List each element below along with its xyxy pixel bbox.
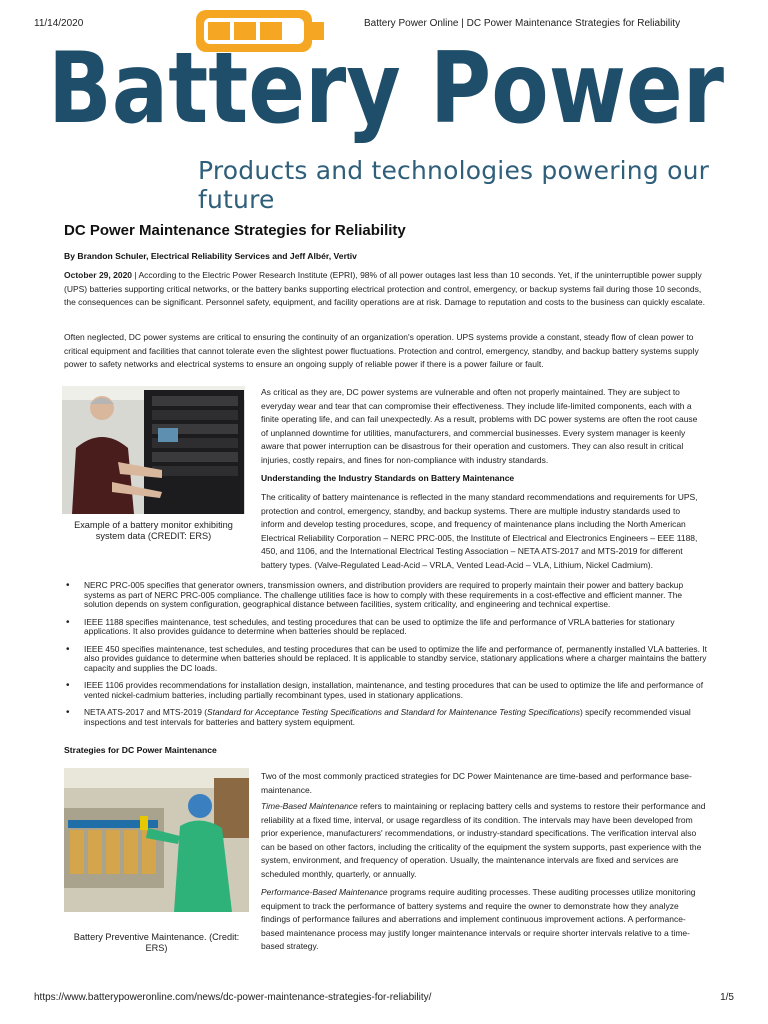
performance-based-text: programs require auditing processes. These auditing processes utilize monitoring equipment to track the performance of battery systems and require the owner to demonstrate how they analyze findings of performance failures and aberrations and implement continuous improvement actions. A performance-based maintenance process may justify longer maintenance intervals or require shorter intervals relative to a time-based strategy. [261,887,696,951]
list-item: • NERC PRC-005 specifies that generator owners, transmission owners, and distribution providers are required to properly maintain their power and battery backup systems as part of NERC PRC-005 compliance. The challenge utilities face is how to comply with these requirements in a cost-effective and efficient manner. The solution depends on system configuration, geographical distance between facilities, system criticality, and engineering and technical expertise. [64,581,709,610]
time-based-term: Time-Based Maintenance [261,801,358,811]
strategies-intro: Two of the most commonly practiced strategies for DC Power Maintenance are time-based and performance base-maintenance. [261,771,692,795]
preventive-maintenance-photo [64,768,249,912]
print-page-title: Battery Power Online | DC Power Maintenance Strategies for Reliability [364,18,681,29]
list-item: • IEEE 1106 provides recommendations for installation design, installation, maintenance, and testing procedures that can be used to optimize the life and performance of vented nickel-cadmium batteries, including partially recombinant types, used in stationary applications. [64,681,709,700]
neta-post: ) specify recommended visual inspections and test intervals for batteries and battery system equipment. [84,707,691,727]
photo-caption-monitor: Example of a battery monitor exhibiting system data (CREDIT: ERS) [74,520,233,541]
time-based-paragraph [261,800,706,881]
standards-heading: Understanding the Industry Standards on Battery Maintenance [261,473,515,483]
article-byline: By Brandon Schuler, Electrical Reliability Services and Jeff Albér, Vertiv [64,251,357,261]
intro-text: | According to the Electric Power Research Institute (EPRI), 98% of all power outages last less than 10 seconds. Yet, if the uninterruptible power supply (UPS) batteries supporting critical networks, or the battery banks supporting electrical protection and control, emergency, or backup systems fail during those 10 seconds, the consequences can be significant. Personnel safety, equipment, and facility operations are at risk. Damage to reputation and costs to the business can quickly escalate. [64,270,706,307]
list-item [64,708,709,727]
logo-tagline: Products and technologies powering our future [198,156,710,214]
standards-paragraph: The criticality of battery maintenance is reflected in the many standard recommendations and requirements for UPS, protection and control, emergency, standby, and backup systems. There are multiple industry standards used to inform and develop testing procedures, scope, and frequency of maintenance plans including the North American Electrical Reliability Corporation – NERC PRC-005, the Institute of Electrical and Electronics Engineers – EEE 1188, 450, and 1106, and the International Electrical Testing Association – NETA ATS-2017 and MTS-2019 for different battery types. (Valve-Regulated Lead-Acid – VRLA, Vented Lead-Acid – VLA, Lithium, Nickel Cadmium). [261,492,698,570]
article-title: DC Power Maintenance Strategies for Reliability [64,222,406,239]
page-url-link[interactable]: https://www.batterypoweronline.com/news/dc-power-maintenance-strategies-for-reliability/ [34,992,432,1003]
photo-caption-maintenance: Battery Preventive Maintenance. (Credit: ERS) [73,932,240,953]
performance-based-paragraph [261,886,706,954]
second-paragraph: Often neglected, DC power systems are critical to ensuring the continuity of an organization's operation. UPS systems provide a constant, steady flow of clean power to critical equipment and facilities that cannot tolerate even the slightest power fluctuations. Protection and control, emergency, standby, and backup battery systems supply power to safety networks and electrical systems to ensure an ongoing supply of reliable power if there is a power failure or fault. [64,332,699,369]
neta-pre: NETA ATS-2017 and MTS-2019 ( [84,707,208,717]
neta-standard-titles: Standard for Acceptance Testing Specifications and Standard for Maintenance Testing Specifications [207,707,580,717]
intro-paragraph [64,269,706,310]
print-date: 11/14/2020 [34,18,84,29]
page-number: 1/5 [720,992,734,1003]
time-based-text: refers to maintaining or replacing battery cells and systems to restore their performance and reliability at a fixed time, interval, or usage regardless of its condition. The intervals may have been developed from prior experience, manufacturers' recommendations, or industry-standard specifications. The verification interval also can be based on other factors, including the criticality of the equipment the system supports, past experience with the system, environment, and frequency of operation. Usually, the maintenance intervals are fixed and services are scheduled monthly, quarterly, or annually. [261,801,706,879]
strategies-heading: Strategies for DC Power Maintenance [64,745,217,755]
standards-list [64,581,709,735]
list-item: • IEEE 1188 specifies maintenance, test schedules, and testing procedures that can be used to optimize the life and performance of VRLA batteries for stationary applications. It also provides guidance to determine when batteries should be replaced. [64,618,709,637]
logo-wordmark: Battery Power [48,32,725,146]
list-item: • IEEE 450 specifies maintenance, test schedules, and testing procedures that can be used to optimize the life and performance of, permanently installed VLA batteries. It also provides guidance to determine when batteries should be replaced. It is applicable to standby service, stationary applications where a charger maintains the battery capacity and supplies the DC loads. [64,645,709,674]
article-date: October 29, 2020 [64,270,133,280]
battery-monitor-photo [62,386,245,514]
performance-based-term: Performance-Based Maintenance [261,887,388,897]
vulnerability-paragraph: As critical as they are, DC power systems are vulnerable and often not properly maintained. They are subject to everyday wear and tear that can compromise their effectiveness. They include life-limited components, each with a finite operating life, and can fail unexpectedly. As a result, problems with DC power systems are often the root cause of unplanned downtime for utilities, manufacturers, and commercial businesses. Every system manager is keenly aware that power interruption can be disastrous for their operation and customers. They can also result in critical injuries, costly repairs, and fines for non-compliance with industry standards. [261,387,698,465]
